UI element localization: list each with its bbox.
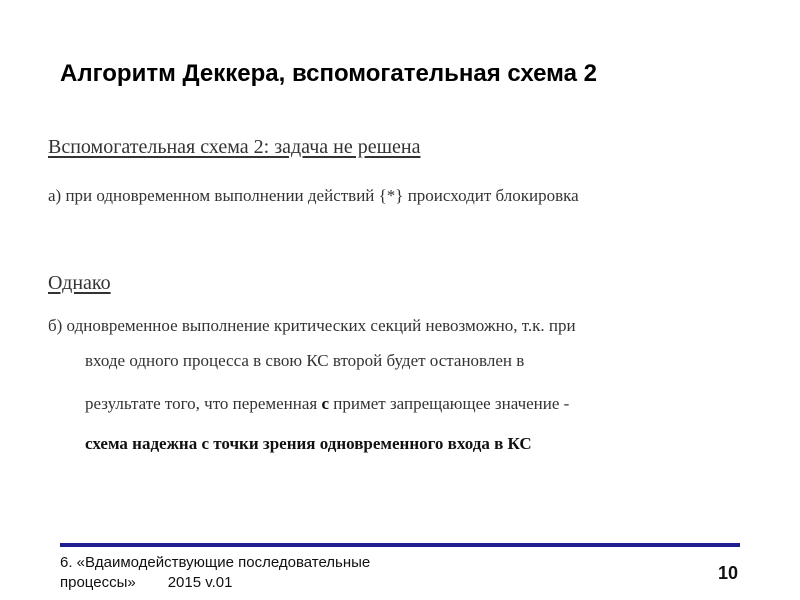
however-heading: Однако <box>48 272 111 294</box>
list-item-b-line3-before: результате того, что переменная <box>85 394 322 413</box>
slide-title: Алгоритм Деккера, вспомогательная схема 2 <box>60 60 597 87</box>
list-item-b-conclusion: схема надежна с точки зрения одновременного входа в КС <box>85 434 532 453</box>
page-number: 10 <box>717 563 738 583</box>
list-item-b-line1: б) одновременное выполнение критических секций невозможно, т.к. при <box>48 316 576 335</box>
subtitle: Вспомогательная схема 2: задача не решена <box>48 136 421 158</box>
list-item-b-line2: входе одного процесса в свою КС второй будет остановлен в <box>85 351 525 370</box>
footer-line2 <box>60 573 370 593</box>
footer-divider <box>60 543 740 547</box>
footer-version: 2015 v.01 <box>167 574 233 591</box>
variable-c: с <box>321 394 330 413</box>
list-item-a: а) при одновременном выполнении действий {*} происходит блокировка <box>48 186 579 205</box>
list-item-b-line3 <box>85 394 569 414</box>
list-item-b-line3-after: примет запрещающее значение - <box>329 394 570 413</box>
footer-caption <box>60 553 370 593</box>
footer-line1: 6. «Вдаимодействующие последовательные <box>60 554 371 571</box>
footer-line2-left: процессы» <box>60 574 136 591</box>
